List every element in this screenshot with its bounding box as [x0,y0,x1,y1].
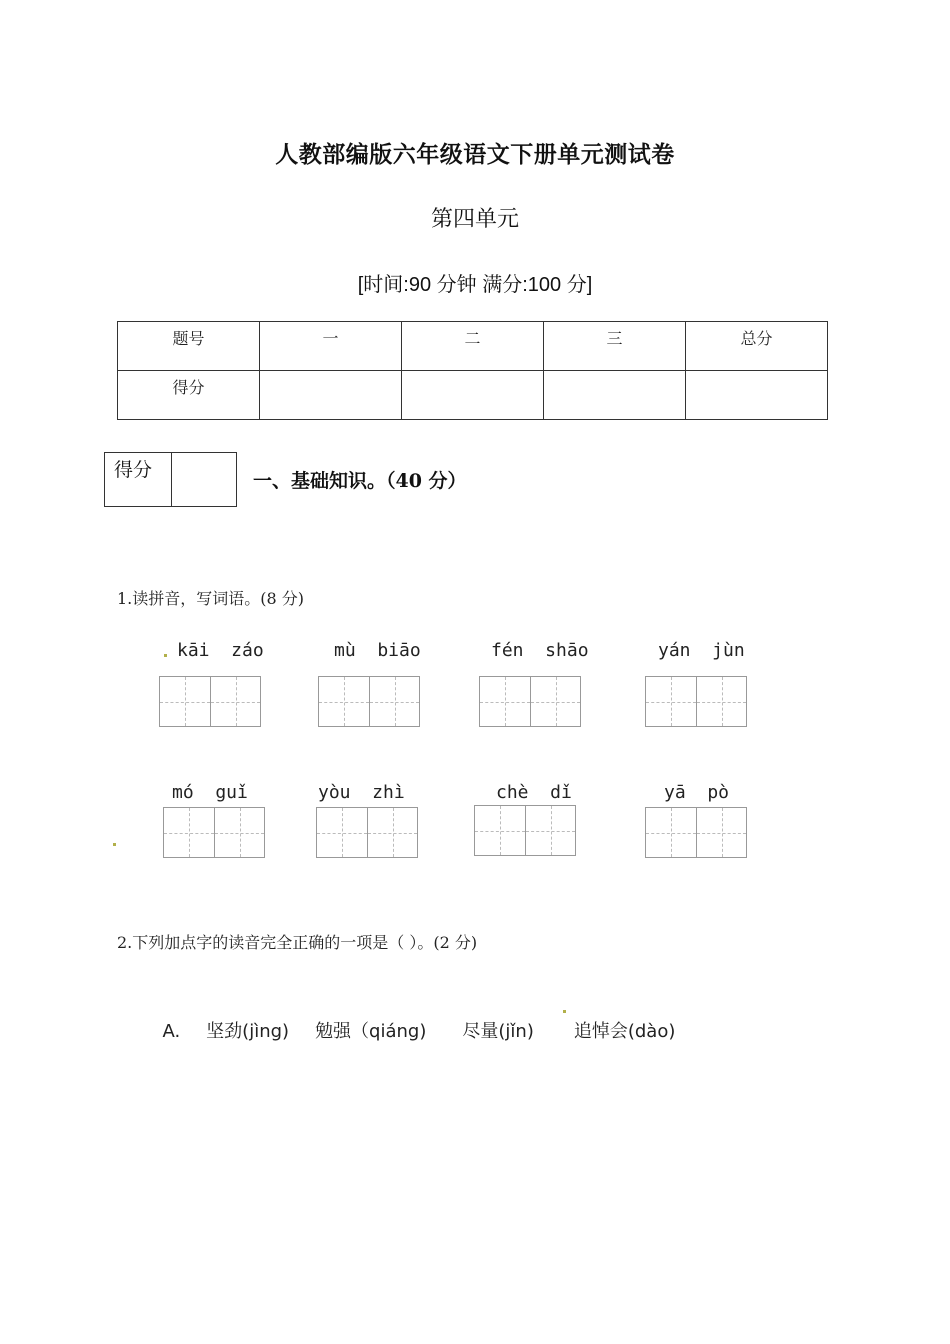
stray-dot [563,1010,566,1013]
score-table-cell: 三 [544,322,686,371]
pinyin-word: mù biāo [334,640,421,661]
section-score-box [104,452,237,507]
score-table-cell: 总分 [686,322,828,371]
score-input-cell[interactable] [686,371,828,420]
option-a-item: 勉强（qiáng) [315,1021,427,1042]
unit-subtitle: 第四单元 [430,207,519,232]
score-table-score-row [118,371,828,420]
score-table [117,321,828,420]
option-a[interactable] [151,996,675,1043]
score-input-cell[interactable] [544,371,686,420]
section-score-label: 得分 [105,453,172,506]
stray-dot [164,654,167,657]
score-input-cell[interactable] [402,371,544,420]
score-table-cell: 得分 [118,371,260,420]
pinyin-word: mó guǐ [172,782,248,803]
option-a-letter: A. [162,1021,181,1042]
pinyin-word: chè dǐ [496,782,572,803]
score-table-header-row [118,322,828,371]
score-table-cell: 题号 [118,322,260,371]
writing-grid[interactable] [159,676,261,727]
writing-grid[interactable] [318,676,420,727]
time-info: [时间:90 分钟 满分:100 分] [357,274,593,296]
section-heading: 一、基础知识。（40 分） [253,470,467,492]
question-2-prompt: 2.下列加点字的读音完全正确的一项是（ ）。(2 分) [117,933,478,952]
option-a-item: 追悼会(dào) [573,1021,676,1042]
question-1-prompt: 1.读拼音，写词语。(8 分) [117,589,305,608]
writing-grid[interactable] [163,807,265,858]
score-table-cell: 二 [402,322,544,371]
writing-grid[interactable] [645,807,747,858]
option-a-item: 坚劲(jìng) [206,1021,290,1042]
pinyin-word: fén shāo [491,640,589,661]
option-a-item: 尽量(jǐn) [462,1021,534,1042]
section-score-input[interactable] [172,453,236,506]
stray-dot [113,843,116,846]
page-title: 人教部编版六年级语文下册单元测试卷 [275,142,675,168]
writing-grid[interactable] [645,676,747,727]
score-table-cell: 一 [260,322,402,371]
writing-grid[interactable] [479,676,581,727]
writing-grid[interactable] [474,805,576,856]
pinyin-word: yòu zhì [318,782,405,803]
pinyin-word: kāi záo [177,640,264,661]
pinyin-word: yán jùn [658,640,745,661]
pinyin-word: yā pò [664,782,730,803]
score-input-cell[interactable] [260,371,402,420]
writing-grid[interactable] [316,807,418,858]
